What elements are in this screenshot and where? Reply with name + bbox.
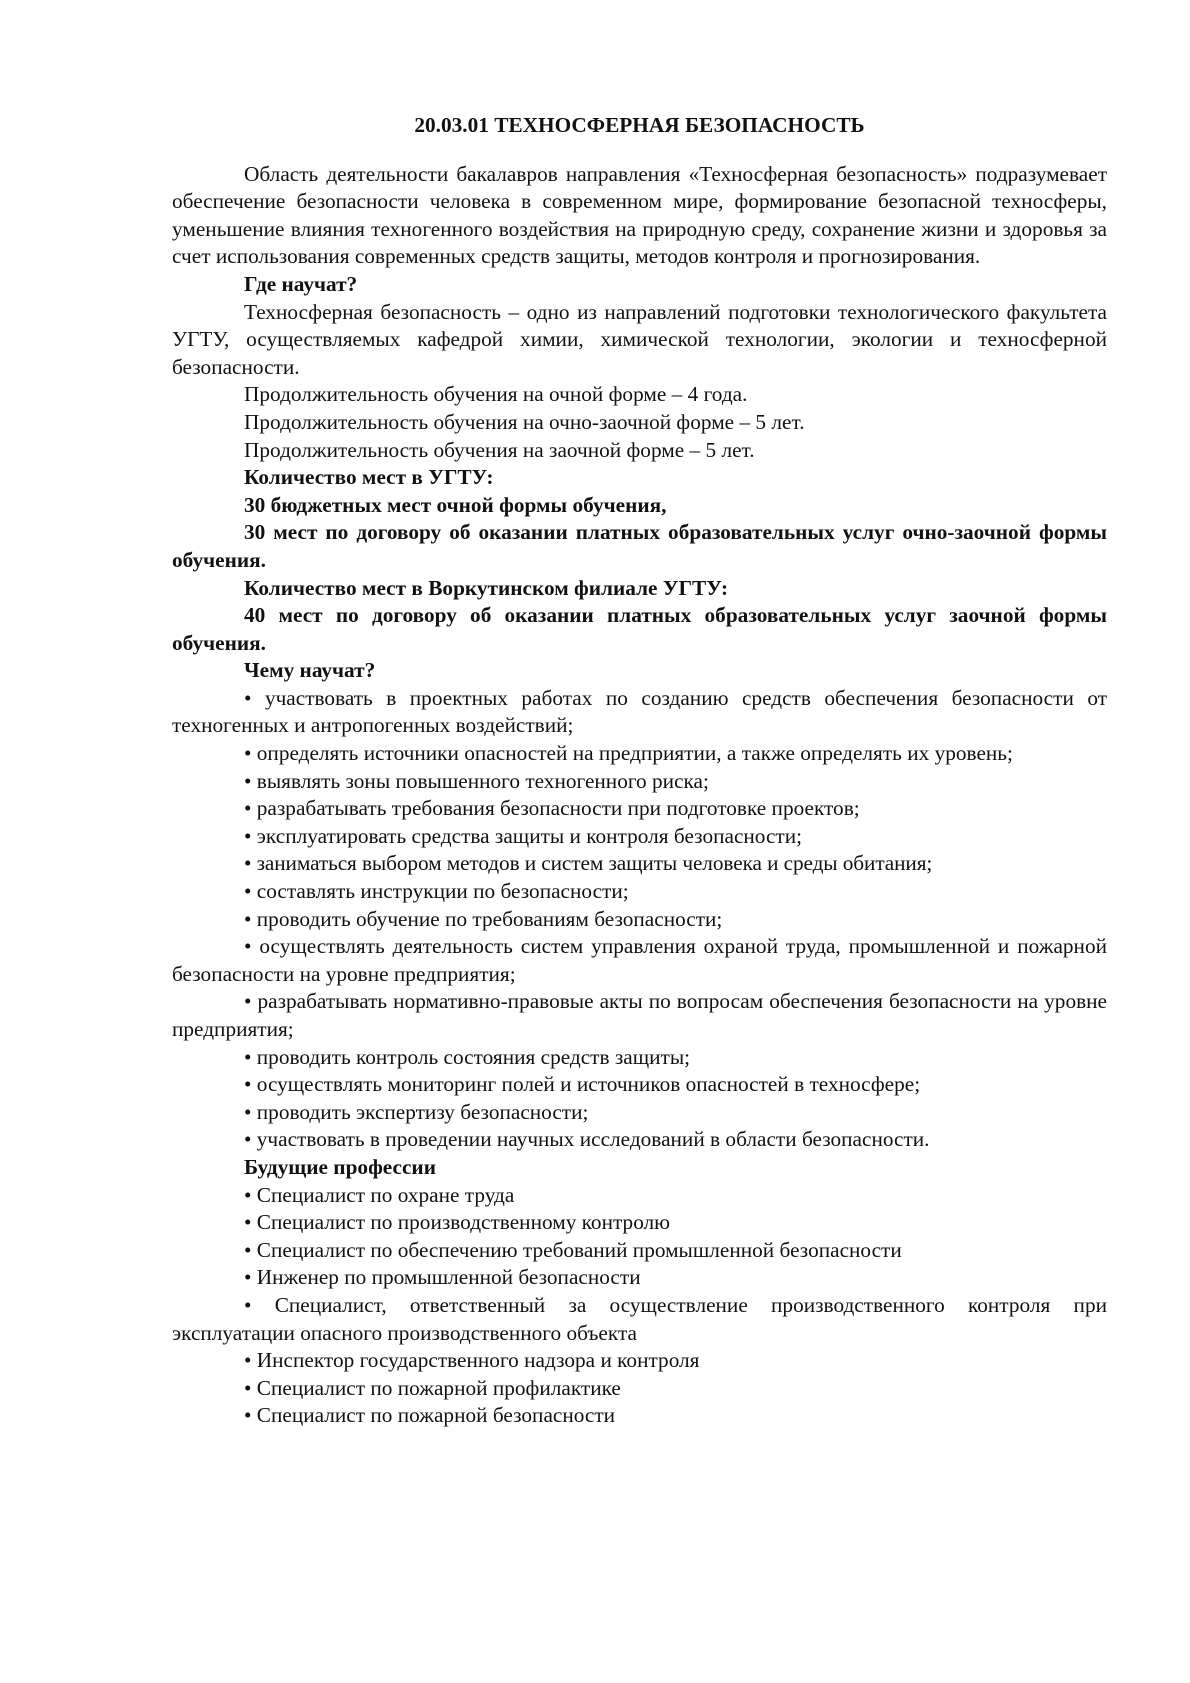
- profession-item: • Специалист, ответственный за осуществление производственного контроля при эксплуатации опасного производственного объекта: [172, 1292, 1107, 1345]
- skill-item: • участвовать в проведении научных исследований в области безопасности.: [244, 1127, 930, 1152]
- where-heading: Где научат?: [244, 271, 358, 296]
- where-paragraph: Техносферная безопасность – одно из направлений подготовки технологического факультета УГТУ, осуществляемых кафедрой химии, химической технологии, экологии и техносферной безопасности.: [172, 299, 1107, 379]
- places-ugtu-line: 30 мест по договору об оказании платных образовательных услуг очно-заочной формы обучения.: [172, 520, 1107, 572]
- profession-item: • Специалист по пожарной профилактике: [244, 1375, 621, 1400]
- document-page: [172, 112, 1107, 1430]
- profession-item: • Специалист по обеспечению требований промышленной безопасности: [244, 1237, 902, 1262]
- skill-item: • проводить контроль состояния средств защиты;: [244, 1044, 691, 1069]
- skill-item: • осуществлять мониторинг полей и источников опасностей в техносфере;: [244, 1072, 921, 1097]
- profession-item: • Специалист по пожарной безопасности: [244, 1403, 616, 1428]
- duration-line: Продолжительность обучения на очно-заочной форме – 5 лет.: [244, 409, 805, 434]
- profession-item: • Инспектор государственного надзора и контроля: [244, 1348, 700, 1373]
- skill-item: • выявлять зоны повышенного техногенного риска;: [244, 768, 709, 793]
- places-vorkuta-line: 40 мест по договору об оказании платных образовательных услуг заочной формы обучения.: [172, 603, 1107, 655]
- skill-item: • эксплуатировать средства защиты и контроля безопасности;: [244, 823, 803, 848]
- professions-heading: Будущие профессии: [244, 1154, 436, 1179]
- duration-line: Продолжительность обучения на заочной форме – 5 лет.: [244, 437, 755, 462]
- skill-item: • разрабатывать нормативно-правовые акты по вопросам обеспечения безопасности на уровне предприятия;: [172, 989, 1107, 1041]
- skill-item: • составлять инструкции по безопасности;: [244, 879, 629, 904]
- duration-line: Продолжительность обучения на очной форме – 4 года.: [244, 382, 748, 407]
- skill-item: • разрабатывать требования безопасности при подготовке проектов;: [244, 796, 860, 821]
- profession-item: • Специалист по производственному контролю: [244, 1210, 671, 1235]
- skills-heading: Чему научат?: [244, 658, 376, 683]
- places-vorkuta-heading: Количество мест в Воркутинском филиале УГТУ:: [244, 575, 729, 600]
- intro-paragraph: Область деятельности бакалавров направления «Техносферная безопасность» подразумевает обеспечение безопасности человека в современном мире, формирование безопасной техносферы, уменьшение влияния техногенного воздействия на природную среду, сохранение жизни и здоровья за счет использования современных средств защиты, методов контроля и прогнозирования.: [172, 161, 1107, 269]
- places-ugtu-line: 30 бюджетных мест очной формы обучения,: [244, 492, 667, 517]
- profession-item: • Специалист по охране труда: [244, 1182, 515, 1207]
- skill-item: • осуществлять деятельность систем управления охраной труда, промышленной и пожарной безопасности на уровне предприятия;: [172, 934, 1107, 986]
- skill-item: • проводить экспертизу безопасности;: [244, 1099, 589, 1124]
- skill-item: • проводить обучение по требованиям безопасности;: [244, 906, 723, 931]
- profession-item: • Инженер по промышленной безопасности: [244, 1265, 641, 1290]
- document-title: 20.03.01 ТЕХНОСФЕРНАЯ БЕЗОПАСНОСТЬ: [414, 113, 865, 137]
- skill-item: • участвовать в проектных работах по созданию средств обеспечения безопасности от техногенных и антропогенных воздействий;: [172, 685, 1107, 738]
- skill-item: • заниматься выбором методов и систем защиты человека и среды обитания;: [244, 851, 933, 876]
- places-ugtu-heading: Количество мест в УГТУ:: [244, 465, 494, 490]
- skill-item: • определять источники опасностей на предприятии, а также определять их уровень;: [244, 741, 1013, 766]
